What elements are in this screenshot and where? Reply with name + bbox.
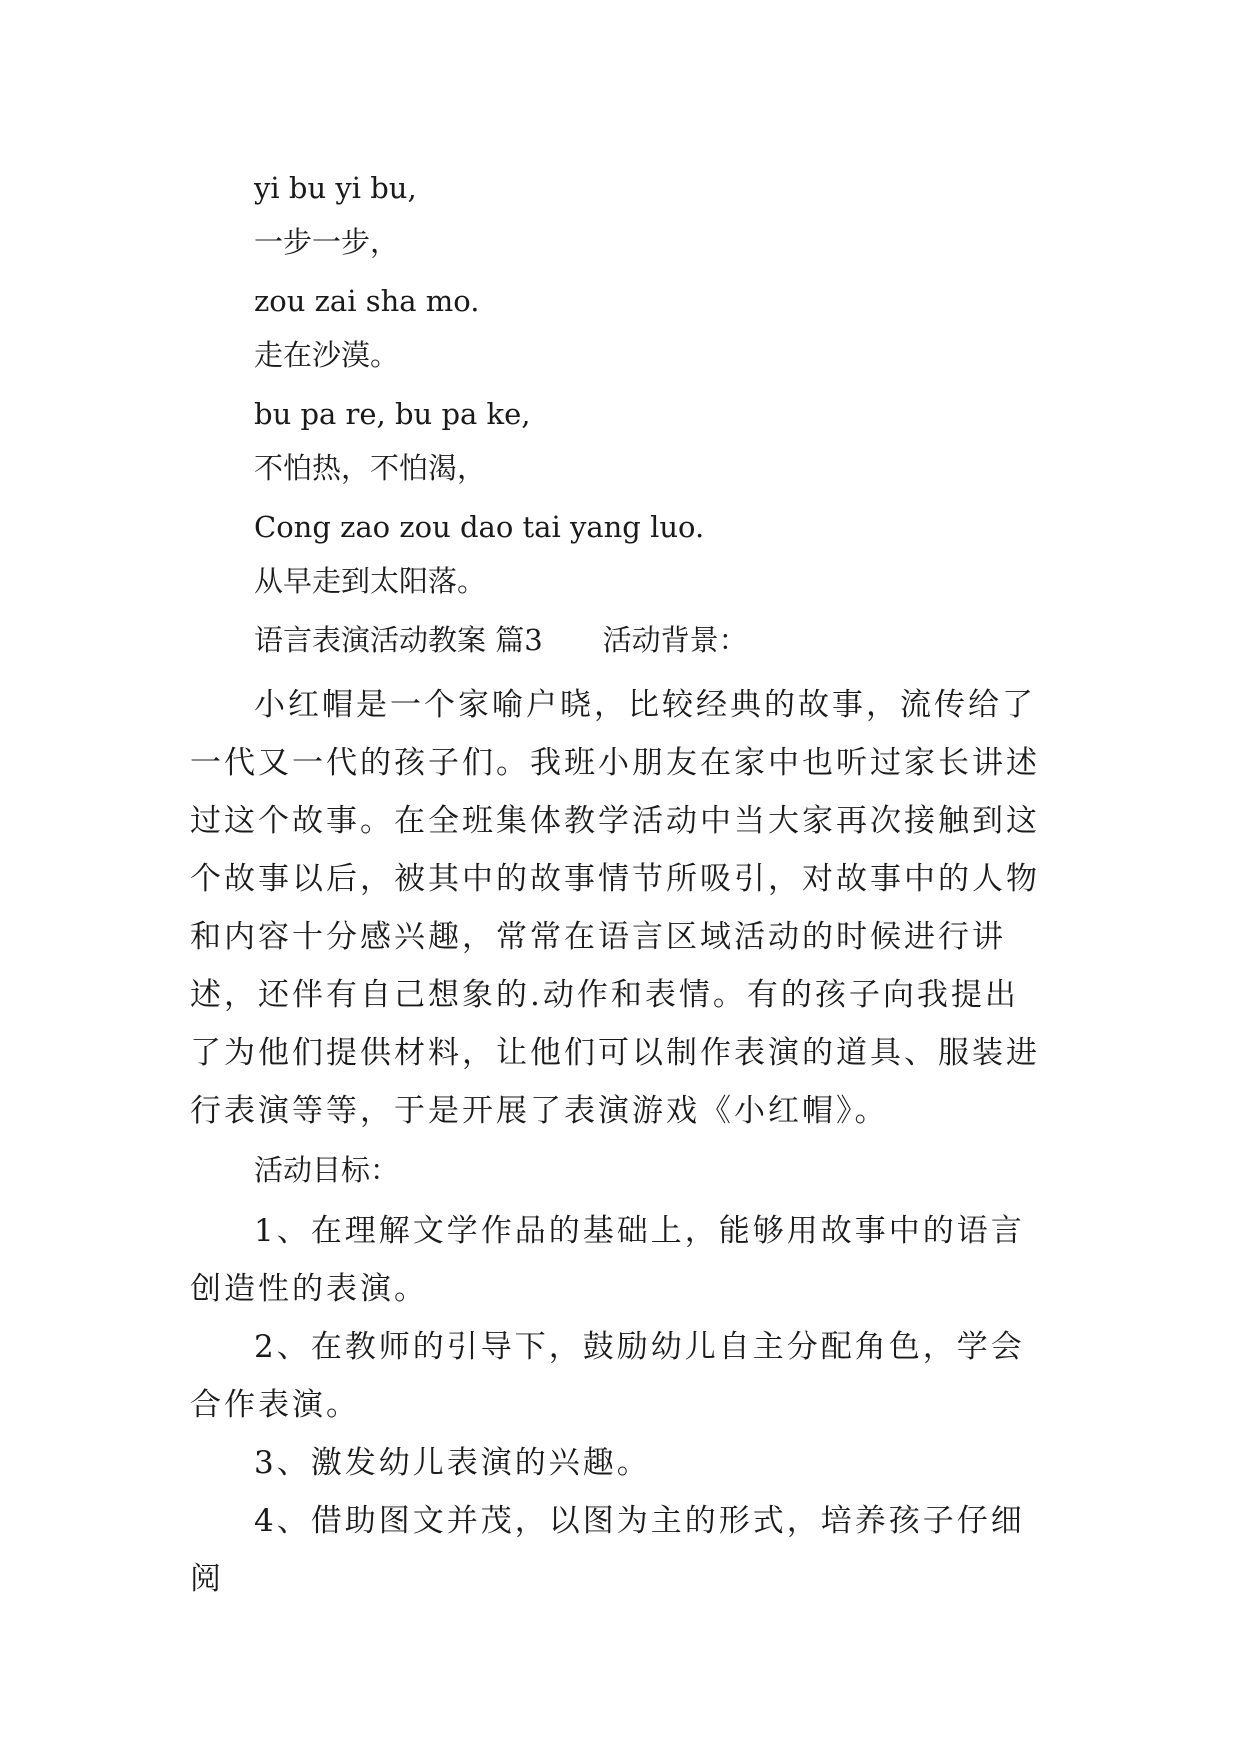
poem-line-1: yi bu yi bu,: [254, 171, 417, 205]
poem-line-5: bu pa re, bu pa ke,: [254, 397, 531, 431]
goals-heading: 活动目标：: [254, 1153, 400, 1187]
goal-item-4: 4、借助图文并茂，以图为主的形式，培养孩子仔细阅: [190, 1503, 1025, 1597]
poem-line-2: 一步一步，: [254, 225, 400, 259]
poem-line-4: 走在沙漠。: [254, 338, 400, 372]
poem-line-7: Cong zao zou dao tai yang luo.: [254, 510, 705, 544]
poem-line-3: zou zai sha mo.: [254, 284, 480, 318]
goal-item-1: 1、在理解文学作品的基础上，能够用故事中的语言创造性的表演。: [190, 1213, 1025, 1307]
poem-line-6: 不怕热，不怕渴，: [254, 451, 487, 485]
goal-item-2: 2、在教师的引导下，鼓励幼儿自主分配角色，学会合作表演。: [190, 1329, 1025, 1423]
poem-line-8: 从早走到太阳落。: [254, 564, 487, 598]
section-title: 语言表演活动教案 篇3: [254, 623, 543, 657]
goal-item-3: 3、激发幼儿表演的兴趣。: [254, 1445, 651, 1481]
section-subtitle: 活动背景：: [602, 623, 748, 657]
background-text: 小红帽是一个家喻户晓，比较经典的故事，流传给了一代又一代的孩子们。我班小朋友在家中也听过家长讲述过这个故事。在全班集体教学活动中当大家再次接触到这个故事以后，被其中的故事情节所吸引，对故事中的人物和内容十分感兴趣，常常在语言区域活动的时候进行讲述，还伴有自己想象的.动作和表情。有的孩子向我提出了为他们提供材料，让他们可以制作表演的道具、服装进行表演等等，于是开展了表演游戏《小红帽》。: [190, 687, 1040, 1129]
background-paragraph: [190, 676, 1050, 1140]
section-heading: [254, 620, 748, 660]
